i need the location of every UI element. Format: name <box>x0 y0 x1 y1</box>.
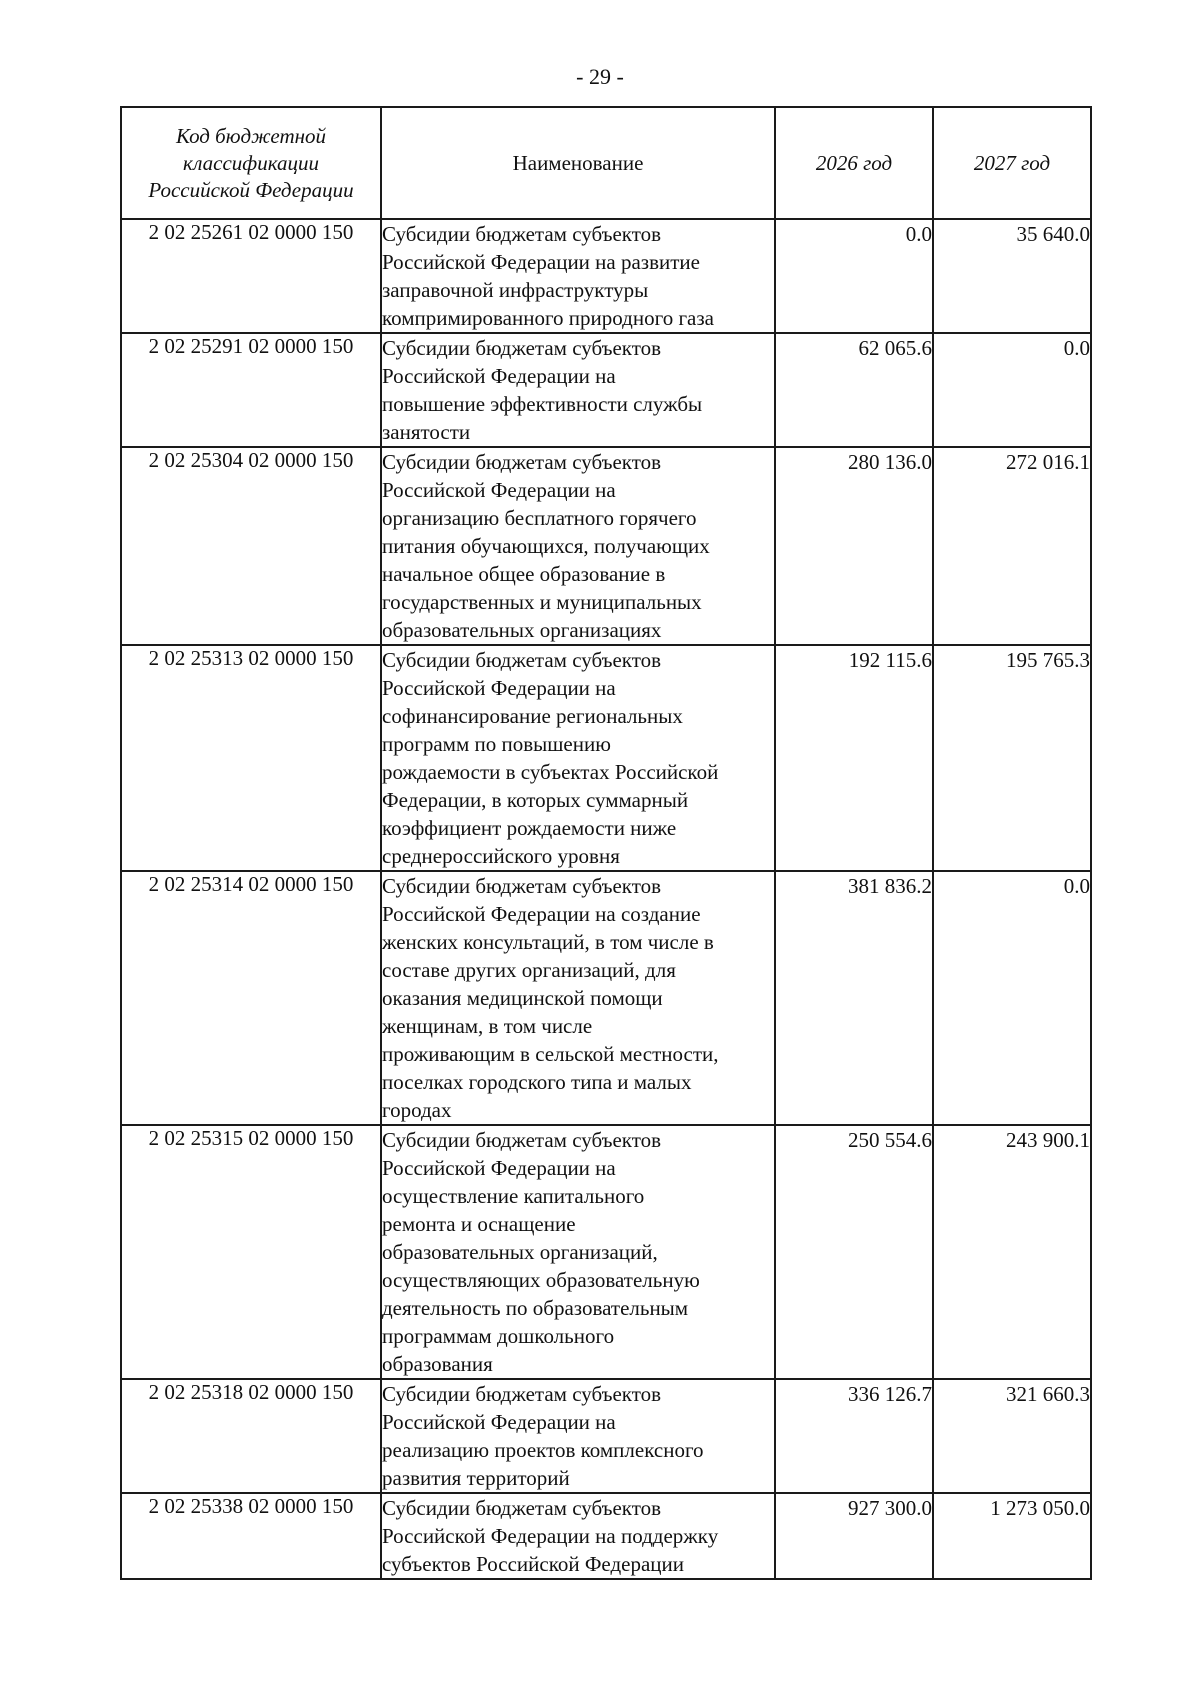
amount-2026-cell: 250 554.6 <box>775 1125 933 1379</box>
budget-code-cell: 2 02 25291 02 0000 150 <box>121 333 381 447</box>
description-line: осуществляющих образовательную <box>382 1268 700 1292</box>
description-line: осуществление капитального <box>382 1184 645 1208</box>
table-row <box>121 645 1091 871</box>
description-line: субъектов Российской Федерации <box>382 1552 685 1576</box>
description-line: Российской Федерации на <box>382 364 616 388</box>
description-cell <box>381 447 775 645</box>
header-code <box>121 107 381 219</box>
budget-code-cell: 2 02 25261 02 0000 150 <box>121 219 381 333</box>
description-line: Субсидии бюджетам субъектов <box>382 874 662 898</box>
description-line: Российской Федерации на <box>382 1156 616 1180</box>
header-code-line: Российской Федерации <box>148 177 354 202</box>
description-line: женщинам, в том числе <box>382 1014 593 1038</box>
budget-code-cell: 2 02 25315 02 0000 150 <box>121 1125 381 1379</box>
amount-2027-cell: 0.0 <box>933 871 1091 1125</box>
amount-2026-cell: 927 300.0 <box>775 1493 933 1579</box>
description-line: заправочной инфраструктуры <box>382 278 649 302</box>
amount-2026-cell: 192 115.6 <box>775 645 933 871</box>
amount-2027-cell: 321 660.3 <box>933 1379 1091 1493</box>
description-line: Субсидии бюджетам субъектов <box>382 648 662 672</box>
amount-2027-cell: 272 016.1 <box>933 447 1091 645</box>
description-line: Субсидии бюджетам субъектов <box>382 1128 662 1152</box>
table-row <box>121 219 1091 333</box>
description-line: женских консультаций, в том числе в <box>382 930 714 954</box>
description-line: программ по повышению <box>382 732 611 756</box>
description-line: Субсидии бюджетам субъектов <box>382 1382 662 1406</box>
description-line: программам дошкольного <box>382 1324 615 1348</box>
description-line: образовательных организаций, <box>382 1240 658 1264</box>
header-code-line: Код бюджетной <box>175 123 327 148</box>
header-year-2026: 2026 год <box>775 107 933 219</box>
description-line: Федерации, в которых суммарный <box>382 788 689 812</box>
description-cell <box>381 645 775 871</box>
description-line: Российской Федерации на создание <box>382 902 701 926</box>
table-row <box>121 1125 1091 1379</box>
amount-2027-cell: 195 765.3 <box>933 645 1091 871</box>
description-line: повышение эффективности службы <box>382 392 703 416</box>
budget-code-cell: 2 02 25304 02 0000 150 <box>121 447 381 645</box>
description-line: составе других организаций, для <box>382 958 676 982</box>
budget-code-cell: 2 02 25313 02 0000 150 <box>121 645 381 871</box>
amount-2026-cell: 381 836.2 <box>775 871 933 1125</box>
header-row <box>121 107 1091 219</box>
table-row <box>121 333 1091 447</box>
description-cell <box>381 219 775 333</box>
description-line: организацию бесплатного горячего <box>382 506 697 530</box>
description-line: компримированного природного газа <box>382 306 714 330</box>
header-code-line: классификации <box>182 150 319 175</box>
description-line: ремонта и оснащение <box>382 1212 576 1236</box>
table-row <box>121 871 1091 1125</box>
description-line: Субсидии бюджетам субъектов <box>382 336 662 360</box>
amount-2027-cell: 1 273 050.0 <box>933 1493 1091 1579</box>
table-row <box>121 1379 1091 1493</box>
header-name: Наименование <box>381 107 775 219</box>
budget-code-cell: 2 02 25318 02 0000 150 <box>121 1379 381 1493</box>
table-row <box>121 1493 1091 1579</box>
description-line: деятельность по образовательным <box>382 1296 689 1320</box>
description-line: занятости <box>382 420 471 444</box>
description-cell <box>381 333 775 447</box>
description-line: Российской Федерации на поддержку <box>382 1524 719 1548</box>
description-line: развития территорий <box>382 1466 570 1490</box>
amount-2026-cell: 62 065.6 <box>775 333 933 447</box>
description-line: образовательных организациях <box>382 618 662 642</box>
amount-2027-cell: 243 900.1 <box>933 1125 1091 1379</box>
budget-code-cell: 2 02 25314 02 0000 150 <box>121 871 381 1125</box>
description-line: Субсидии бюджетам субъектов <box>382 222 662 246</box>
description-line: поселках городского типа и малых <box>382 1070 692 1094</box>
description-line: рождаемости в субъектах Российской <box>382 760 719 784</box>
amount-2026-cell: 0.0 <box>775 219 933 333</box>
description-line: начальное общее образование в <box>382 562 666 586</box>
description-cell <box>381 1493 775 1579</box>
description-line: Российской Федерации на <box>382 1410 616 1434</box>
table-body <box>121 219 1091 1579</box>
budget-table <box>120 106 1092 1580</box>
description-line: Субсидии бюджетам субъектов <box>382 450 662 474</box>
description-line: Российской Федерации на развитие <box>382 250 700 274</box>
description-line: образования <box>382 1352 493 1376</box>
description-cell <box>381 1125 775 1379</box>
amount-2027-cell: 0.0 <box>933 333 1091 447</box>
amount-2026-cell: 280 136.0 <box>775 447 933 645</box>
description-cell <box>381 1379 775 1493</box>
description-line: Российской Федерации на <box>382 676 616 700</box>
page-number: - 29 - <box>576 64 624 89</box>
description-line: Субсидии бюджетам субъектов <box>382 1496 662 1520</box>
description-line: среднероссийского уровня <box>382 844 620 868</box>
description-line: оказания медицинской помощи <box>382 986 663 1010</box>
description-line: софинансирование региональных <box>382 704 683 728</box>
description-line: государственных и муниципальных <box>382 590 702 614</box>
description-line: проживающим в сельской местности, <box>382 1042 719 1066</box>
amount-2027-cell: 35 640.0 <box>933 219 1091 333</box>
description-line: реализацию проектов комплексного <box>382 1438 704 1462</box>
description-line: городах <box>382 1098 452 1122</box>
description-cell <box>381 871 775 1125</box>
budget-code-cell: 2 02 25338 02 0000 150 <box>121 1493 381 1579</box>
header-year-2027: 2027 год <box>933 107 1091 219</box>
description-line: Российской Федерации на <box>382 478 616 502</box>
description-line: питания обучающихся, получающих <box>382 534 710 558</box>
amount-2026-cell: 336 126.7 <box>775 1379 933 1493</box>
description-line: коэффициент рождаемости ниже <box>382 816 677 840</box>
table-row <box>121 447 1091 645</box>
